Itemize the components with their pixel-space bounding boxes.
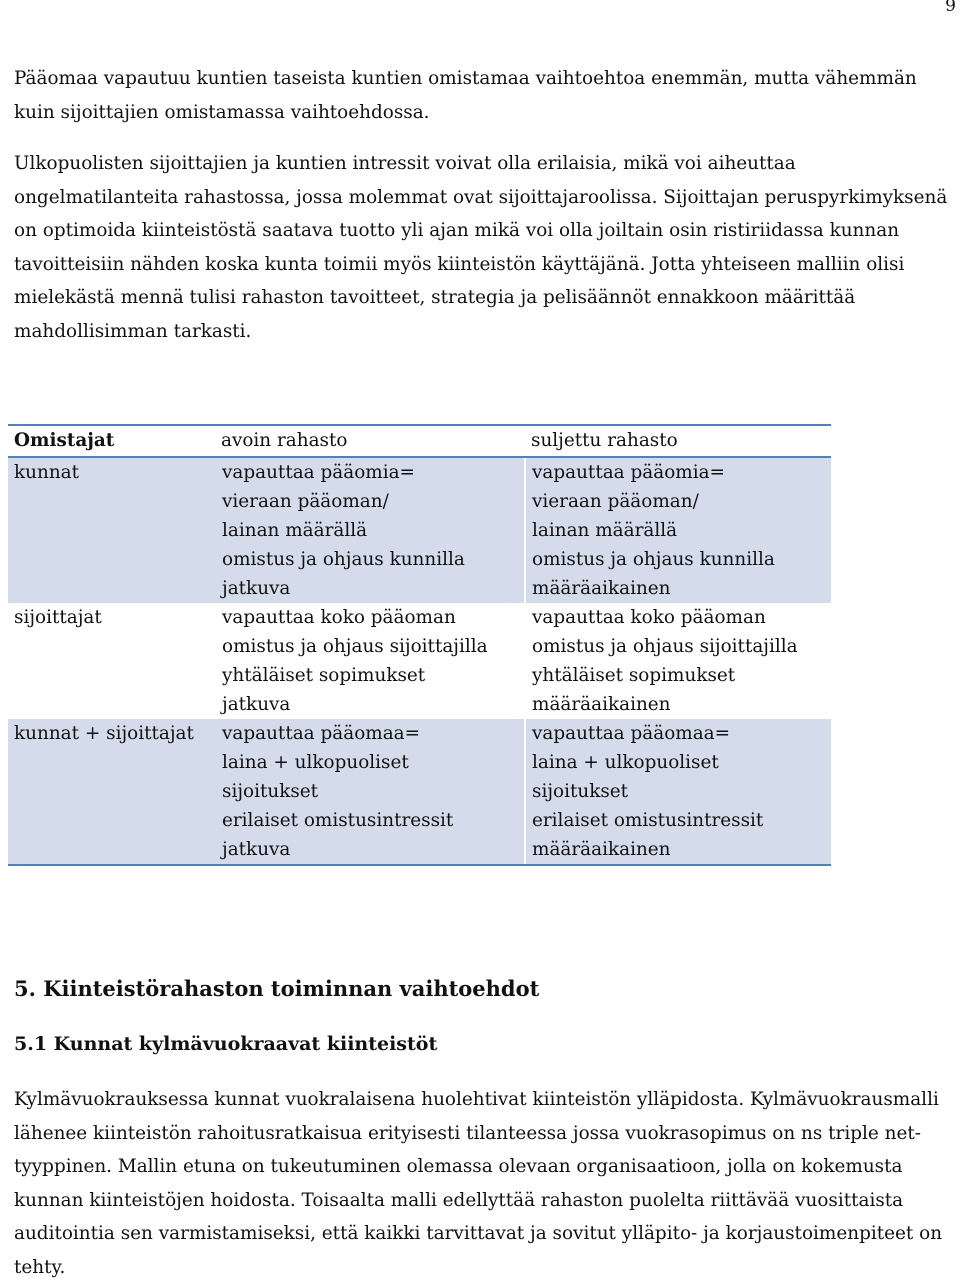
cell-open-fund [215,719,525,865]
table-row-municipalities [8,457,831,603]
ownership-comparison-table [8,424,831,866]
cell-line: sijoitukset [532,781,629,802]
cell-line: määräaikainen [532,578,671,599]
section-heading: 5. Kiinteistörahaston toiminnan vaihtoehdot [14,976,540,1001]
cell-line: lainan määrällä [222,520,368,541]
cell-line: vieraan pääoman/ [222,491,389,512]
cell-open-fund [215,603,525,719]
cell-line: vapauttaa koko pääoman [532,607,766,628]
cell-line: vapauttaa pääomia= [532,462,725,483]
cell-line: omistus ja ohjaus kunnilla [222,549,465,570]
cell-line: omistus ja ohjaus sijoittajilla [532,636,798,657]
header-closed-fund: suljettu rahasto [525,425,831,457]
cell-line: omistus ja ohjaus sijoittajilla [222,636,488,657]
cell-line: määräaikainen [532,694,671,715]
table-header-row [8,425,831,457]
cell-line: laina + ulkopuoliset [222,752,409,773]
cell-line: määräaikainen [532,839,671,860]
cell-closed-fund [525,603,831,719]
cell-line: laina + ulkopuoliset [532,752,719,773]
cell-closed-fund [525,719,831,865]
paragraph-cold-lease: Kylmävuokrauksessa kunnat vuokralaisena huolehtivat kiinteistön ylläpidosta. Kylmävuokrausmalli lähenee kiinteistön rahoitusratkaisua erityisesti tilanteessa jossa vuokrasopimus on ns triple net-tyyppinen. Mallin etuna on tukeutuminen olemassa olevaan organisaatioon, jolla on kokemusta kunnan kiinteistöjen hoidosta. Toisaalta malli edellyttää rahaston puolelta riittävää vuosittaista auditointia sen varmistamiseksi, että kaikki tarvittavat ja sovitut ylläpito- ja korjaustoimenpiteet on tehty. [14,1089,943,1278]
paragraph-investor-interests: Ulkopuolisten sijoittajien ja kuntien intressit voivat olla erilaisia, mikä voi aiheuttaa ongelmatilanteita rahastossa, jossa molemmat ovat sijoittajaroolissa. Sijoittajan peruspyrkimyksenä on optimoida kiinteistöstä saatava tuotto yli ajan mikä voi olla joiltain osin ristiriidassa kunnan tavoitteisiin nähden koska kunta toimii myös kiinteistön käyttäjänä. Jotta yhteiseen malliin olisi mielekästä mennä tulisi rahaston tavoitteet, strategia ja pelisäännöt ennakkoon määrittää mahdollisimman tarkasti. [14,153,948,342]
cell-line: vapauttaa pääomaa= [532,723,731,744]
header-open-fund: avoin rahasto [215,425,525,457]
cell-line: erilaiset omistusintressit [532,810,764,831]
cell-line: vapauttaa pääomia= [222,462,415,483]
cell-line: vieraan pääoman/ [532,491,699,512]
table-row-investors [8,603,831,719]
cell-line: jatkuva [222,578,291,599]
cell-line: erilaiset omistusintressit [222,810,454,831]
cell-line: yhtäläiset sopimukset [532,665,736,686]
cell-open-fund [215,457,525,603]
cell-line: jatkuva [222,694,291,715]
cell-line: yhtäläiset sopimukset [222,665,426,686]
cell-closed-fund [525,457,831,603]
cell-line: vapauttaa pääomaa= [222,723,421,744]
cell-line: sijoitukset [222,781,319,802]
cell-line: lainan määrällä [532,520,678,541]
paragraph-capital-release: Pääomaa vapautuu kuntien taseista kuntien omistamaa vaihtoehtoa enemmän, mutta vähemmän kuin sijoittajien omistamassa vaihtoehdossa. [14,68,917,123]
cell-line: vapauttaa koko pääoman [222,607,456,628]
row-owner: kunnat [8,457,215,603]
table-row-municipalities-and-investors [8,719,831,865]
cell-line: omistus ja ohjaus kunnilla [532,549,775,570]
cell-line: jatkuva [222,839,291,860]
row-owner: sijoittajat [8,603,215,719]
header-owners: Omistajat [8,425,215,457]
page-number: 9 [945,0,956,16]
subsection-heading: 5.1 Kunnat kylmävuokraavat kiinteistöt [14,1033,438,1055]
row-owner: kunnat + sijoittajat [8,719,215,865]
